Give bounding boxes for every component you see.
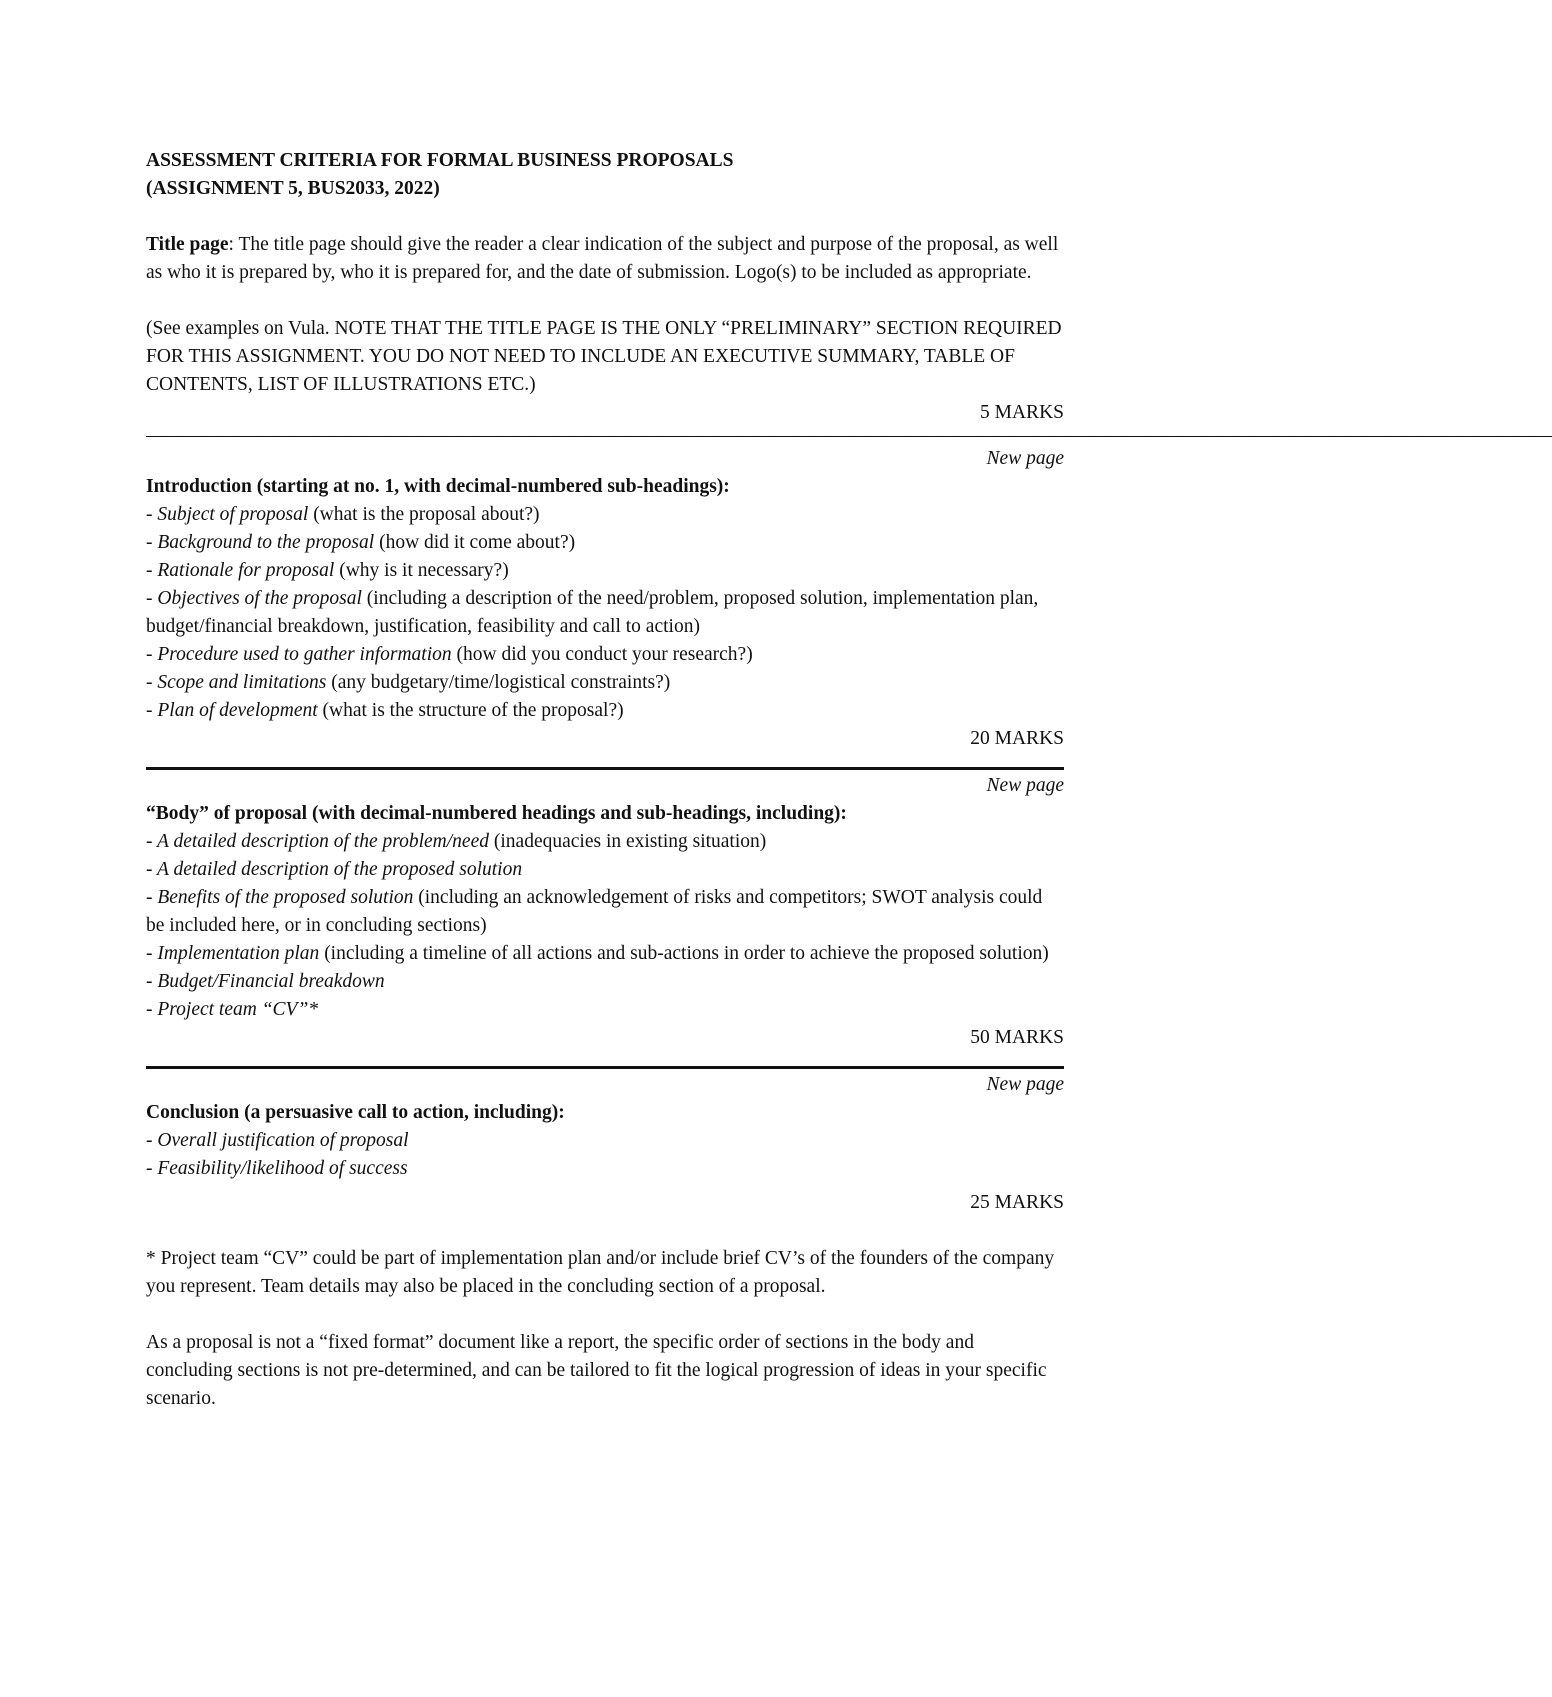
body-heading: “Body” of proposal (with decimal-numbered headings and sub-headings, including): [146,803,847,824]
list-item: - Procedure used to gather information (how did you conduct your research?) [146,644,753,665]
list-item: - Budget/Financial breakdown [146,971,385,992]
list-item: - A detailed description of the problem/need (inadequacies in existing situation) [146,831,767,852]
document-title [146,147,1064,203]
list-item: - Rationale for proposal (why is it necessary?) [146,560,509,581]
list-item: - Implementation plan (including a timeline of all actions and sub-actions in order to achieve the proposed solution) [146,943,1049,964]
list-item: - Scope and limitations (any budgetary/time/logistical constraints?) [146,672,671,693]
list-item: - Background to the proposal (how did it come about?) [146,532,576,553]
list-item: - A detailed description of the proposed solution [146,859,523,880]
footnote: * Project team “CV” could be part of implementation plan and/or include brief CV’s of the founders of the company you represent. Team details may also be placed in the concluding section of a proposal. [146,1248,1055,1297]
list-item: - Subject of proposal (what is the proposal about?) [146,504,540,525]
list-item: - Objectives of the proposal (including a description of the need/problem, proposed solution, implementation plan, budget/financial breakdown, justification, feasibility and call to action) [146,588,1039,637]
list-item: - Feasibility/likelihood of success [146,1158,408,1179]
title-page-label: Title page [146,234,229,255]
conclusion-list [146,1127,1064,1183]
title-line-2: (ASSIGNMENT 5, BUS2033, 2022) [146,178,440,199]
document-page [146,147,1552,1413]
title-page-criteria [146,231,1064,287]
list-item: - Project team “CV”* [146,999,319,1020]
closing-paragraph: As a proposal is not a “fixed format” document like a report, the specific order of sections in the body and concluding sections is not pre-determined, and can be tailored to fit the logical progression of ideas in your specific scenario. [146,1332,1047,1409]
conclusion-marks: 25 MARKS [970,1192,1064,1213]
body-marks: 50 MARKS [970,1027,1064,1048]
conclusion-new-page: New page [986,1074,1064,1095]
conclusion-heading: Conclusion (a persuasive call to action, including): [146,1102,565,1123]
body-list [146,828,1064,1024]
list-item: - Overall justification of proposal [146,1130,409,1151]
introduction-heading: Introduction (starting at no. 1, with decimal-numbered sub-headings): [146,476,730,497]
title-line-1: ASSESSMENT CRITERIA FOR FORMAL BUSINESS PROPOSALS [146,150,734,171]
section-separator-dashes: ———————————————————————————————————————————————————————————————————————————— [146,425,1552,446]
list-item: - Plan of development (what is the structure of the proposal?) [146,700,624,721]
introduction-list [146,501,1064,725]
introduction-new-page: New page [986,448,1064,469]
introduction-marks: 20 MARKS [970,728,1064,749]
title-page-text: : The title page should give the reader a clear indication of the subject and purpose of the proposal, as well as who it is prepared by, who it is prepared for, and the date of submission. Logo(s) to be included as appropriate. [146,234,1059,283]
list-item: - Benefits of the proposed solution (including an acknowledgement of risks and competitors; SWOT analysis could be included here, or in concluding sections) [146,887,1043,936]
title-page-marks: 5 MARKS [980,402,1064,423]
body-new-page: New page [986,775,1064,796]
title-page-note: (See examples on Vula. NOTE THAT THE TITLE PAGE IS THE ONLY “PRELIMINARY” SECTION REQUIRED FOR THIS ASSIGNMENT. YOU DO NOT NEED TO INCLUDE AN EXECUTIVE SUMMARY, TABLE OF CONTENTS, LIST OF ILLUSTRATIONS ETC.) [146,318,1062,395]
